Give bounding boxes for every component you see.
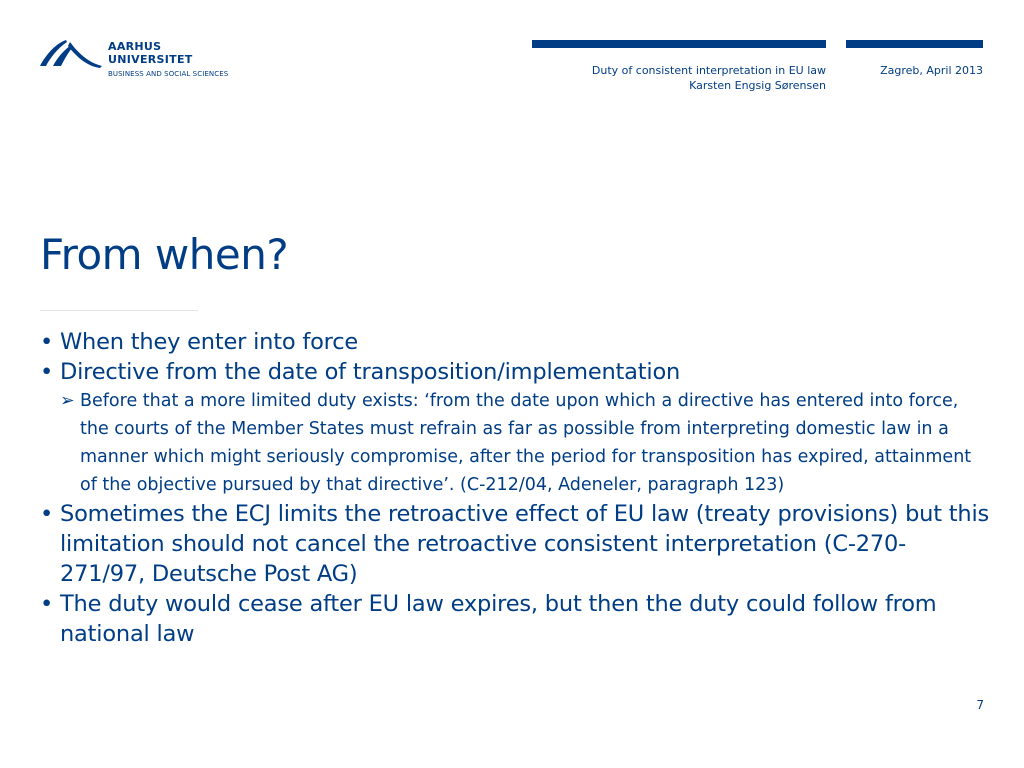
arrowhead-bullet-icon: ➢ [60, 391, 75, 411]
header-date: Zagreb, April 2013 [880, 64, 983, 77]
bullet-dot-icon: • [40, 329, 54, 355]
bullet-item [40, 357, 990, 387]
title-divider [40, 310, 198, 311]
bullet-text: When they enter into force [60, 329, 359, 355]
bullet-item [40, 499, 990, 589]
bullet-text: The duty would cease after EU law expires, but then the duty could follow from national law [60, 591, 937, 647]
sub-bullet-text: Before that a more limited duty exists: ‘from the date upon which a directive has entered into force, the courts of the Member States must refrain as far as possible from interpreting domestic law in a manner which might seriously compromise, after the period for transposition has expired, attainment of the objective pursued by that directive’. (C-212/04, Adeneler, paragraph 123) [80, 391, 972, 495]
logo-line-2: UNIVERSITET [108, 53, 193, 66]
bullet-dot-icon: • [40, 591, 54, 617]
logo-line-1: AARHUS [108, 40, 162, 53]
bullet-item [40, 327, 990, 357]
presentation-title: Duty of consistent interpretation in EU law [591, 64, 826, 77]
bullet-dot-icon: • [40, 501, 54, 527]
header-bar-right [846, 40, 983, 48]
bullet-item [40, 589, 990, 649]
slide-title: From when? [40, 230, 289, 279]
slide-content [40, 327, 990, 649]
sub-bullet-item [40, 387, 990, 499]
presenter-name: Karsten Engsig Sørensen [689, 79, 826, 92]
header-presentation-info [592, 63, 826, 93]
au-seal-icon [40, 38, 104, 68]
university-logo [40, 38, 240, 84]
header-bar-left [532, 40, 826, 48]
bullet-text: Sometimes the ECJ limits the retroactive effect of EU law (treaty provisions) but this limitation should not cancel the retroactive consistent interpretation (C-270-271/97, Deutsche Post AG) [60, 501, 990, 587]
logo-line-3: BUSINESS AND SOCIAL SCIENCES [108, 70, 229, 78]
page-number: 7 [976, 698, 984, 712]
bullet-text: Directive from the date of transposition/implementation [60, 359, 681, 385]
bullet-dot-icon: • [40, 359, 54, 385]
